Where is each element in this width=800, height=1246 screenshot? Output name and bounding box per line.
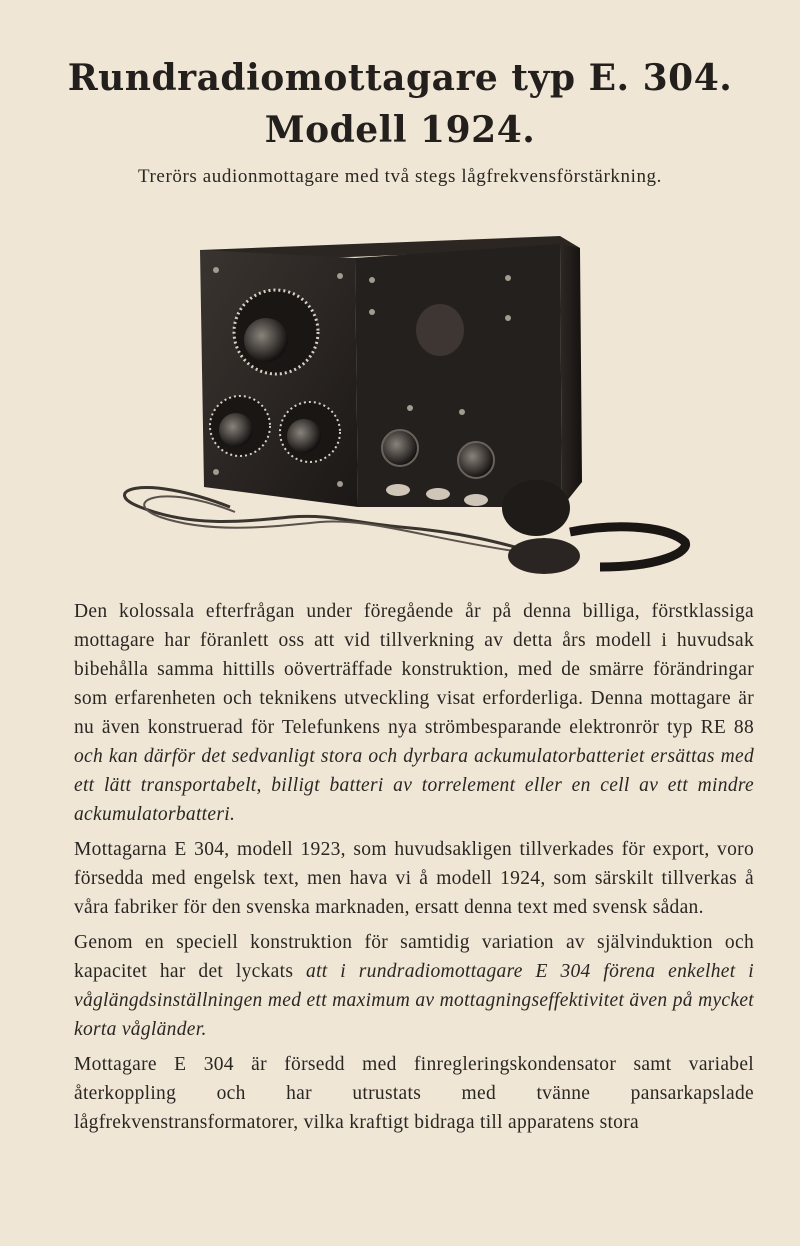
paragraph-3: Genom en speciell konstruktion för samtidig variation av självinduktion och kapacitet har det lyckats att i rundradiomottagare E 304 förena enkelhet i våglängdsinställningen med ett maximum av mottagningseffektivitet även på mycket korta vågländer. <box>74 932 754 1040</box>
subtitle: Trerörs audionmottagare med två stegs lågfrekvensförstärkning. <box>137 166 663 187</box>
paragraph-2: Mottagarna E 304, modell 1923, som huvudsakligen tillverkades för export, voro försedda med engelsk text, men hava vi å modell 1924, som särskilt tillverkas å våra fabriker för den svenska marknaden, ersatt denna text med svensk sådan. <box>74 839 754 918</box>
body-text <box>74 597 754 1143</box>
title-line-1: Rundradiomottagare typ E. 304. <box>67 57 733 99</box>
radio-receiver-with-headphones-icon <box>100 222 700 582</box>
page-title <box>0 52 800 156</box>
paragraph-1: Den kolossala efterfrågan under föregående år på denna billiga, förstklassiga mottagare har föranlett oss att vid tillverkning av detta års modell i huvudsak bibehålla samma hittills oöverträffade konstruktion, med de smärre förändringar som erfarenheten och teknikens utveckling visat erforderliga. Denna mottagare är nu även konstruerad för Telefunkens nya strömbesparande elektronrör typ RE 88 och kan därför det sedvanligt stora och dyrbara ackumulatorbatteriet ersättas med ett lätt transportabelt, billigt batteri av torrelement eller en cell av ett mindre ackumulatorbatteri. <box>74 601 754 825</box>
paragraph-4: Mottagare E 304 är försedd med finregleringskondensator samt variabel återkoppling och har utrustats med tvänne pansarkapslade lågfrekvenstransformatorer, vilka kraftigt bidraga till apparatens stora <box>74 1054 754 1133</box>
title-line-2: Modell 1924. <box>264 109 536 151</box>
